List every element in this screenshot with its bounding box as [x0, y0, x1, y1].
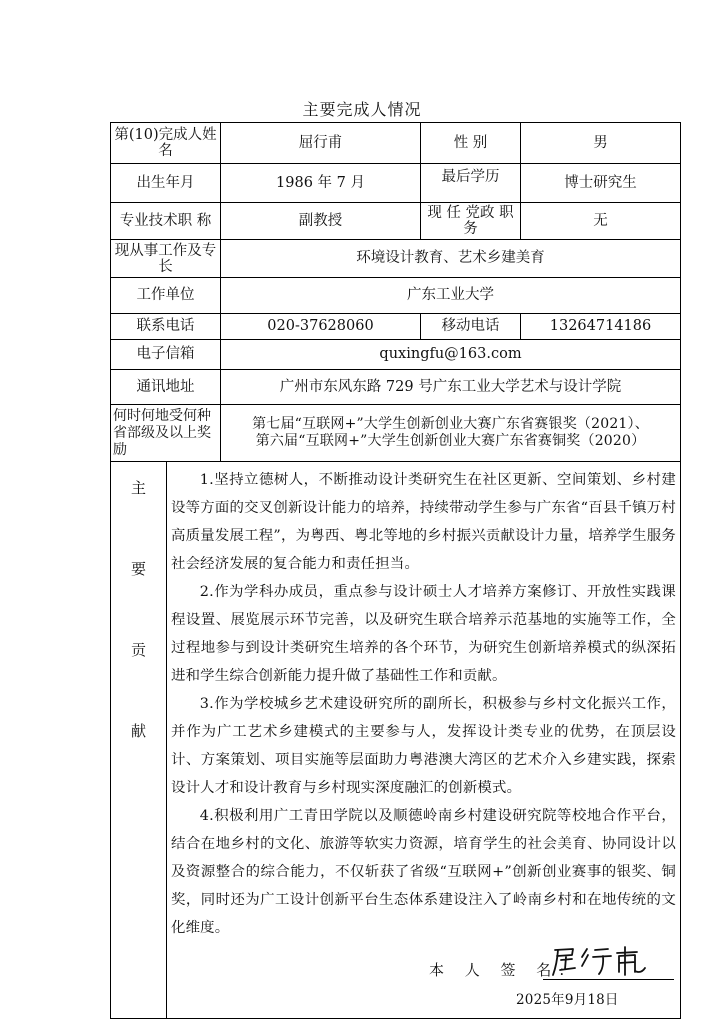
awards-value [221, 405, 681, 462]
name-value: 屈行甫 [221, 123, 421, 164]
work-label: 现从事工作及专长 [111, 240, 221, 278]
award-line: 第六届“互联网+”大学生创新创业大赛广东省赛铜奖（2020） [255, 433, 646, 449]
unit-label: 工作单位 [111, 278, 221, 314]
party-value: 无 [521, 203, 681, 240]
email-label: 电子信箱 [111, 340, 221, 370]
address-value: 广州市东风东路 729 号广东工业大学艺术与设计学院 [221, 370, 681, 405]
birth-label: 出生年月 [111, 164, 221, 203]
side-char: 贡 [130, 641, 146, 659]
title-value: 副教授 [221, 203, 421, 240]
birth-value: 1986 年 7 月 [221, 164, 421, 203]
name-label: 第(10)完成人姓 名 [111, 123, 221, 164]
handwritten-signature [551, 944, 647, 978]
signature-line [543, 979, 674, 980]
education-label: 最后学历 [421, 164, 521, 203]
unit-value: 广东工业大学 [221, 278, 681, 314]
side-char: 要 [130, 560, 146, 578]
contribution-paragraph: 2.作为学科办成员，重点参与设计硕士人才培养方案修订、开放性实践课程设置、展览展示环节完善，以及研究生联合培养示范基地的实施等工作，全过程地参与到设计类研究生培养的各个环节，为研究生创新培养模式的纵深拓进和学生综合创新能力提升做了基础性工作和贡献。 [171, 584, 676, 684]
page-title: 主要完成人情况 [302, 100, 422, 119]
mobile-label: 移动电话 [421, 314, 521, 340]
phone-value: 020-37628060 [221, 314, 421, 340]
award-line: 第七届“互联网+”大学生创新创业大赛广东省赛银奖（2021）、 [252, 416, 649, 432]
contribution-content [167, 462, 681, 1019]
contribution-paragraph: 4.积极利用广工青田学院以及顺德岭南乡村建设研究院等校地合作平台，结合在地乡村的文化、旅游等软实力资源，培育学生的社会美育、协同设计以及资源整合的综合能力，不仅斩获了省级“互联网+”创新创业赛事的银奖、铜奖，同时还为广工设计创新平台生态体系建设注入了岭南乡村和在地传统的文化维度。 [171, 808, 676, 936]
work-value: 环境设计教育、艺术乡建美育 [221, 240, 681, 278]
mobile-value: 13264714186 [521, 314, 681, 340]
gender-value: 男 [521, 123, 681, 164]
signature-date: 2025年9月18日 [516, 992, 619, 1008]
contribution-side-label [111, 462, 167, 1019]
address-label: 通讯地址 [111, 370, 221, 405]
title-label: 专业技术职 称 [111, 203, 221, 240]
gender-label: 性 别 [421, 123, 521, 164]
signature-label: 本 人 签 名: [429, 961, 573, 979]
party-label: 现 任 党政 职 务 [421, 203, 521, 240]
side-char: 献 [130, 722, 146, 740]
education-value: 博士研究生 [521, 164, 681, 203]
contribution-paragraph: 3.作为学校城乡艺术建设研究所的副所长，积极参与乡村文化振兴工作，并作为广工艺术乡建模式的主要参与人，发挥设计类专业的优势，在顶层设计、方案策划、项目实施等层面助力粤港澳大湾区的艺术介入乡建实践，探索设计人才和设计教育与乡村现实深度融汇的创新模式。 [171, 696, 676, 796]
side-char: 主 [130, 479, 146, 497]
phone-label: 联系电话 [111, 314, 221, 340]
info-form-table [110, 122, 681, 1019]
awards-label: 何时何地受何种省部级及以上奖励 [111, 405, 221, 462]
contribution-paragraph: 1.坚持立德树人，不断推动设计类研究生在社区更新、空间策划、乡村建设等方面的交叉创新设计能力的培养，持续带动学生参与广东省“百县千镇万村高质量发展工程”，为粤西、粤北等地的乡村振兴贡献设计力量，培养学生服务社会经济发展的复合能力和责任担当。 [171, 472, 676, 572]
email-value: quxingfu@163.com [221, 340, 681, 370]
signature-block [171, 942, 676, 1018]
